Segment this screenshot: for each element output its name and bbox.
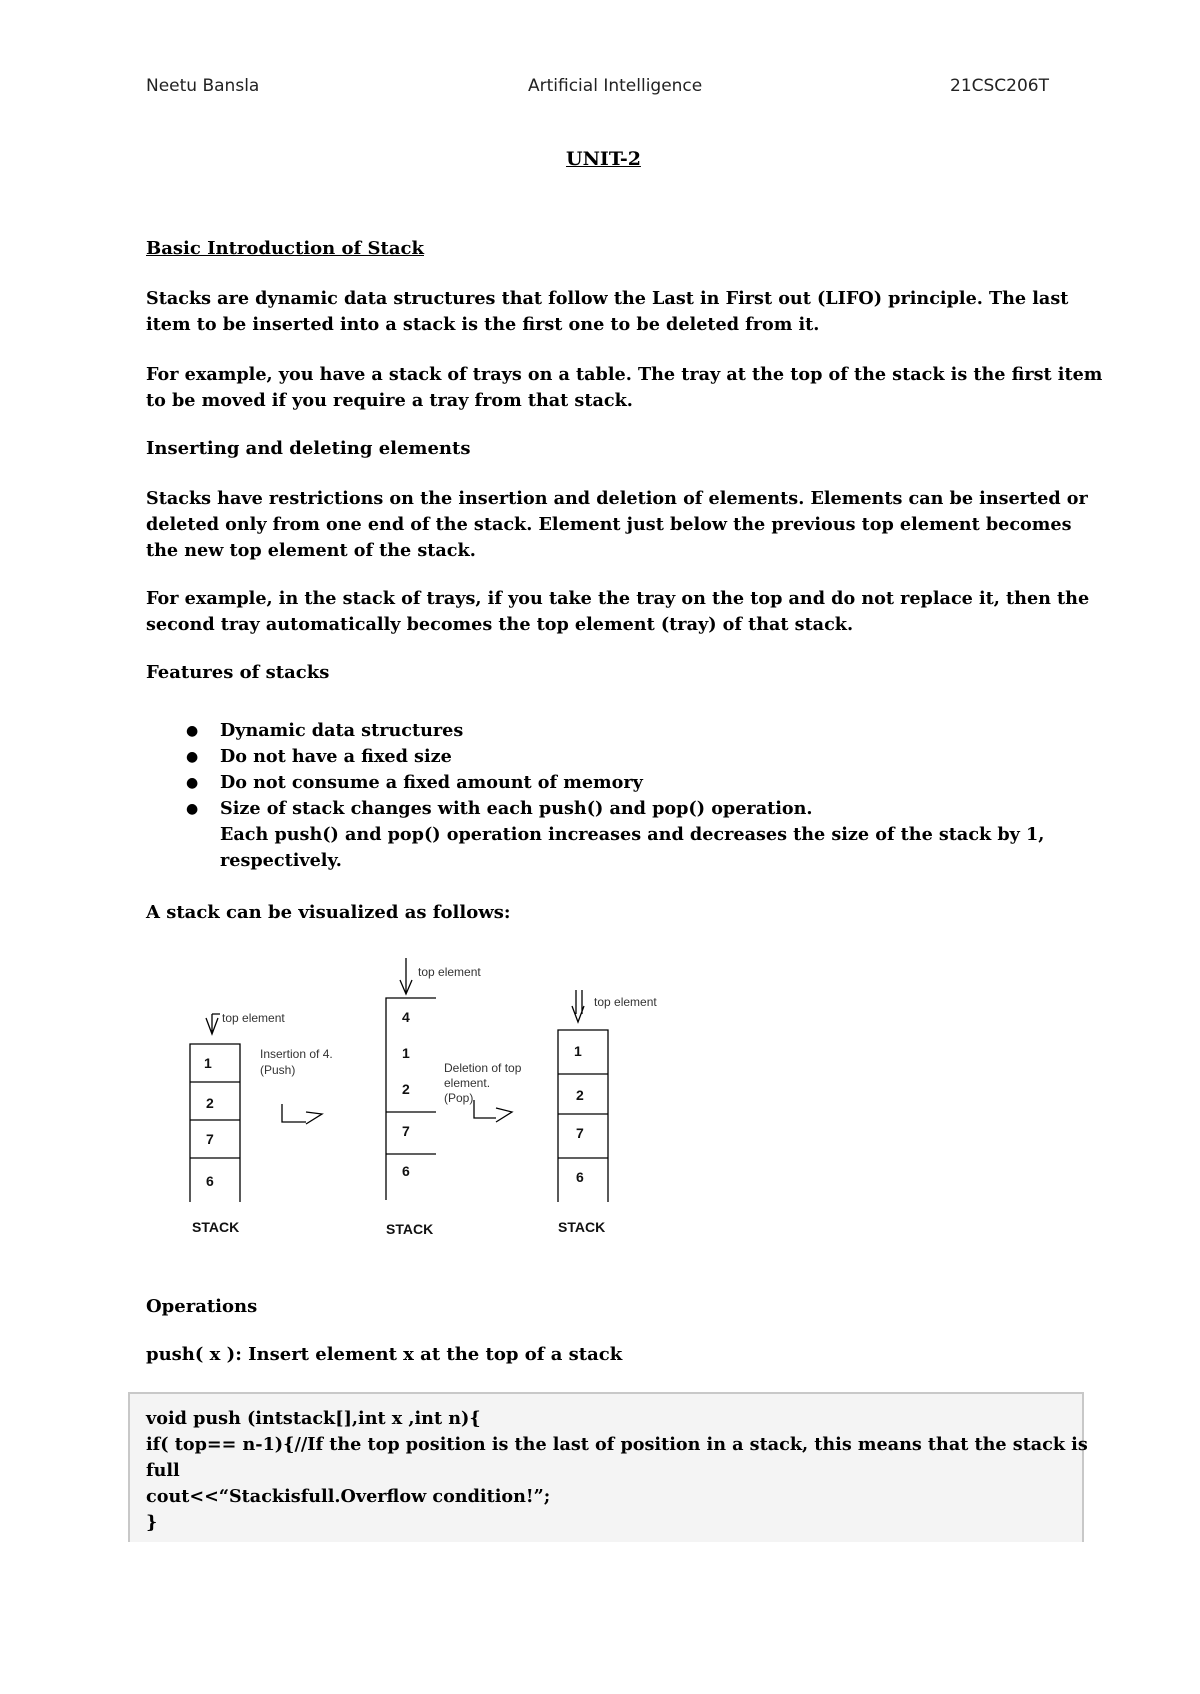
list-item: ● Dynamic data structures bbox=[186, 720, 464, 741]
paragraph-lifo: Stacks are dynamic data structures that follow the Last in First out (LIFO) principle. The last item to be inserted into a stack is the first one to be deleted from it. bbox=[146, 288, 1069, 335]
top-arrow-icon bbox=[400, 958, 412, 994]
push-arrow-icon bbox=[282, 1104, 322, 1124]
stack2-caption: STACK bbox=[386, 1221, 434, 1237]
stack1-caption: STACK bbox=[192, 1219, 240, 1235]
stack2-value: 4 bbox=[402, 1009, 410, 1025]
header-subject: Artificial Intelligence bbox=[528, 76, 703, 96]
pop-arrow-icon bbox=[474, 1100, 512, 1122]
push-label: (Push) bbox=[260, 1063, 296, 1077]
code-block bbox=[128, 1392, 1088, 1542]
section-title: Basic Introduction of Stack bbox=[146, 238, 424, 259]
pop-label: element. bbox=[444, 1076, 491, 1090]
header-author: Neetu Bansla bbox=[146, 76, 260, 96]
stack2-value: 6 bbox=[402, 1163, 410, 1179]
top-label: top element bbox=[594, 995, 657, 1009]
heading-operations: Operations bbox=[146, 1296, 258, 1317]
list-item-continuation: respectively. bbox=[220, 850, 342, 871]
code-line: void push (intstack[],int x ,int n){ bbox=[146, 1408, 481, 1429]
pop-label: (Pop) bbox=[444, 1091, 474, 1105]
visualize-text: A stack can be visualized as follows: bbox=[146, 902, 511, 923]
stack3-value: 7 bbox=[576, 1125, 584, 1141]
stack1-value: 1 bbox=[204, 1055, 212, 1071]
stack3-value: 6 bbox=[576, 1169, 584, 1185]
stack2-outline bbox=[386, 998, 436, 1200]
paragraph-restrictions: Stacks have restrictions on the insertion and deletion of elements. Elements can be inserted or deleted only from one end of the stack. Element just below the previous top element becomes the new top element of the stack. bbox=[146, 488, 1088, 561]
code-line: cout<<“Stackisfull.Overflow condition!”; bbox=[146, 1486, 551, 1507]
top-label: top element bbox=[418, 965, 481, 979]
stack1-value: 6 bbox=[206, 1173, 214, 1189]
pop-label: Deletion of top bbox=[444, 1061, 522, 1075]
unit-title: UNIT-2 bbox=[566, 148, 641, 170]
stack2-value: 1 bbox=[402, 1045, 410, 1061]
header-course-code: 21CSC206T bbox=[950, 76, 1049, 96]
list-item: ● Do not have a fixed size bbox=[186, 746, 452, 767]
paragraph-trays-example: For example, you have a stack of trays on a table. The tray at the top of the stack is the first item to be moved if you require a tray from that stack. bbox=[146, 364, 1103, 411]
code-line: } bbox=[146, 1512, 158, 1533]
stack2-value: 2 bbox=[402, 1081, 410, 1097]
push-description: push( x ): Insert element x at the top of a stack bbox=[146, 1344, 623, 1365]
stack1-outline bbox=[190, 1044, 240, 1202]
list-item-continuation: Each push() and pop() operation increases and decreases the size of the stack by 1, bbox=[220, 824, 1045, 845]
top-label: top element bbox=[222, 1011, 285, 1025]
stack3-caption: STACK bbox=[558, 1219, 606, 1235]
paragraph-trays-pop-example: For example, in the stack of trays, if you take the tray on the top and do not replace it, then the second tray automatically becomes the top element (tray) of that stack. bbox=[146, 588, 1090, 635]
code-line: if( top== n-1){//If the top position is the last of position in a stack, this means that the stack is bbox=[146, 1434, 1088, 1455]
list-item: ● Do not consume a fixed amount of memory bbox=[186, 772, 643, 793]
stack1-value: 2 bbox=[206, 1095, 214, 1111]
stack2-value: 7 bbox=[402, 1123, 410, 1139]
heading-inserting-deleting: Inserting and deleting elements bbox=[146, 438, 471, 459]
list-item: ● Size of stack changes with each push() and pop() operation. bbox=[186, 798, 813, 819]
heading-features: Features of stacks bbox=[146, 662, 330, 683]
stack1-value: 7 bbox=[206, 1131, 214, 1147]
top-arrow-icon bbox=[206, 1014, 220, 1034]
stack3-value: 2 bbox=[576, 1087, 584, 1103]
push-label: Insertion of 4. bbox=[260, 1047, 333, 1061]
stack3-value: 1 bbox=[574, 1043, 582, 1059]
code-line: full bbox=[146, 1460, 180, 1481]
top-arrow-icon bbox=[572, 990, 584, 1022]
